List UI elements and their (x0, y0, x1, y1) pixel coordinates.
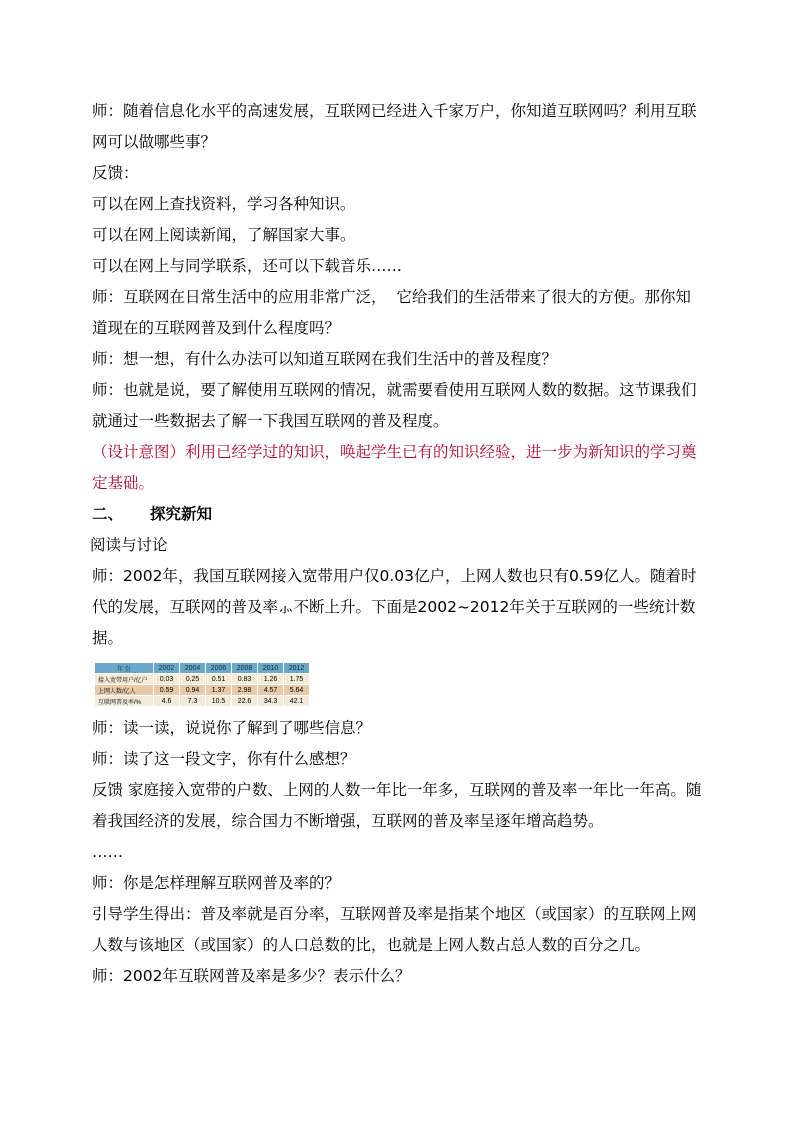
table-cell: 1.26 (258, 674, 284, 685)
table-cell: 0.94 (180, 685, 206, 696)
paragraph-feedback-3: 可以在网上与同学联系，还可以下载音乐…… (92, 257, 403, 275)
table-header-year: 2004 (180, 663, 206, 674)
table-cell: 1.37 (206, 685, 232, 696)
table-row-label: 上网人数/亿人 (95, 685, 154, 696)
paragraph-guide: 引导学生得出：普及率就是百分率，互联网普及率是指某个地区（或国家）的互联网上网人数与该地区（或国家）的人口总数的比，也就是上网人数占总人数的百分之几。 (92, 905, 697, 954)
section-heading (92, 499, 704, 530)
stats-table (94, 662, 310, 707)
paragraph-feedback-label: 反馈： (92, 164, 139, 182)
table-cell: 0.03 (154, 674, 180, 685)
paragraph-teacher-read: 师：读一读，说说你了解到了哪些信息？ (92, 719, 372, 737)
table-header-year: 2002 (154, 663, 180, 674)
table-cell: 0.83 (232, 674, 258, 685)
table-cell: 42.1 (284, 696, 310, 707)
table-cell: 0.25 (180, 674, 206, 685)
table-header-year: 2012 (284, 663, 310, 674)
paragraph-teacher-feel: 师：读了这一段文字，你有什么感想？ (92, 750, 356, 768)
table-header-year: 2006 (206, 663, 232, 674)
paragraph-ellipsis: …… (92, 843, 123, 861)
paragraph-design-intent: （设计意图）利用已经学过的知识，唤起学生已有的知识经验，进一步为新知识的学习奠定基础。 (92, 443, 697, 492)
section-title: 探究新知 (150, 505, 213, 523)
table-row (95, 696, 310, 707)
document-page (92, 96, 704, 992)
table-header-label: 年 份 (95, 663, 154, 674)
subheading: 阅读与讨论 (90, 536, 168, 554)
table-row (95, 674, 310, 685)
paragraph-teacher-usage: 师：互联网在日常生活中的应用非常广泛， 它给我们的生活带来了很大的方便。那你知道现在的互联网普及到什么程度吗？ (92, 288, 691, 337)
table-row-label: 接入宽带用户/亿户 (95, 674, 154, 685)
table-header-year: 2010 (258, 663, 284, 674)
paragraph-teacher-think: 师：想一想，有什么办法可以知道互联网在我们生活中的普及程度？ (92, 350, 558, 368)
table-cell: 1.75 (284, 674, 310, 685)
paragraph-feedback-trend: 反馈 家庭接入宽带的户数、上网的人数一年比一年多，互联网的普及率一年比一年高。随着我国经济的发展，综合国力不断增强，互联网的普及率呈逐年增高趋势。 (92, 781, 702, 830)
table-header-year: 2008 (232, 663, 258, 674)
table-row-label: 互联网普及率/% (95, 696, 154, 707)
table-cell: 34.3 (258, 696, 284, 707)
table-cell: 4.57 (258, 685, 284, 696)
paragraph-teacher-data: 师：也就是说，要了解使用互联网的情况，就需要看使用互联网人数的数据。这节课我们就通过一些数据去了解一下我国互联网的普及程度。 (92, 381, 697, 430)
paragraph-teacher-question: 师：2002年互联网普及率是多少？表示什么？ (92, 967, 411, 985)
table-cell: 5.64 (284, 685, 310, 696)
paragraph-teacher-understand: 师：你是怎样理解互联网普及率的？ (92, 874, 341, 892)
table-row (95, 663, 310, 674)
table-cell: 22.6 (232, 696, 258, 707)
paragraph-intro-stats: 师：2002年，我国互联网接入宽带用户仅0.03亿户，上网人数也只有0.59亿人。随着时代的发展，互联网的普及率⺗不断上升。下面是2002~2012年关于互联网的一些统计数据。 (92, 567, 697, 647)
table-cell: 0.59 (154, 685, 180, 696)
table-cell: 0.51 (206, 674, 232, 685)
table-cell: 2.98 (232, 685, 258, 696)
table-cell: 7.3 (180, 696, 206, 707)
section-number: 二、 (92, 505, 124, 523)
table-cell: 4.6 (154, 696, 180, 707)
table-cell: 10.5 (206, 696, 232, 707)
paragraph-teacher-intro: 师：随着信息化水平的高速发展，互联网已经进入千家万户，你知道互联网吗？利用互联网可以做哪些事？ (92, 102, 697, 151)
paragraph-feedback-1: 可以在网上查找资料，学习各种知识。 (92, 195, 356, 213)
paragraph-feedback-2: 可以在网上阅读新闻，了解国家大事。 (92, 226, 356, 244)
table-row (95, 685, 310, 696)
